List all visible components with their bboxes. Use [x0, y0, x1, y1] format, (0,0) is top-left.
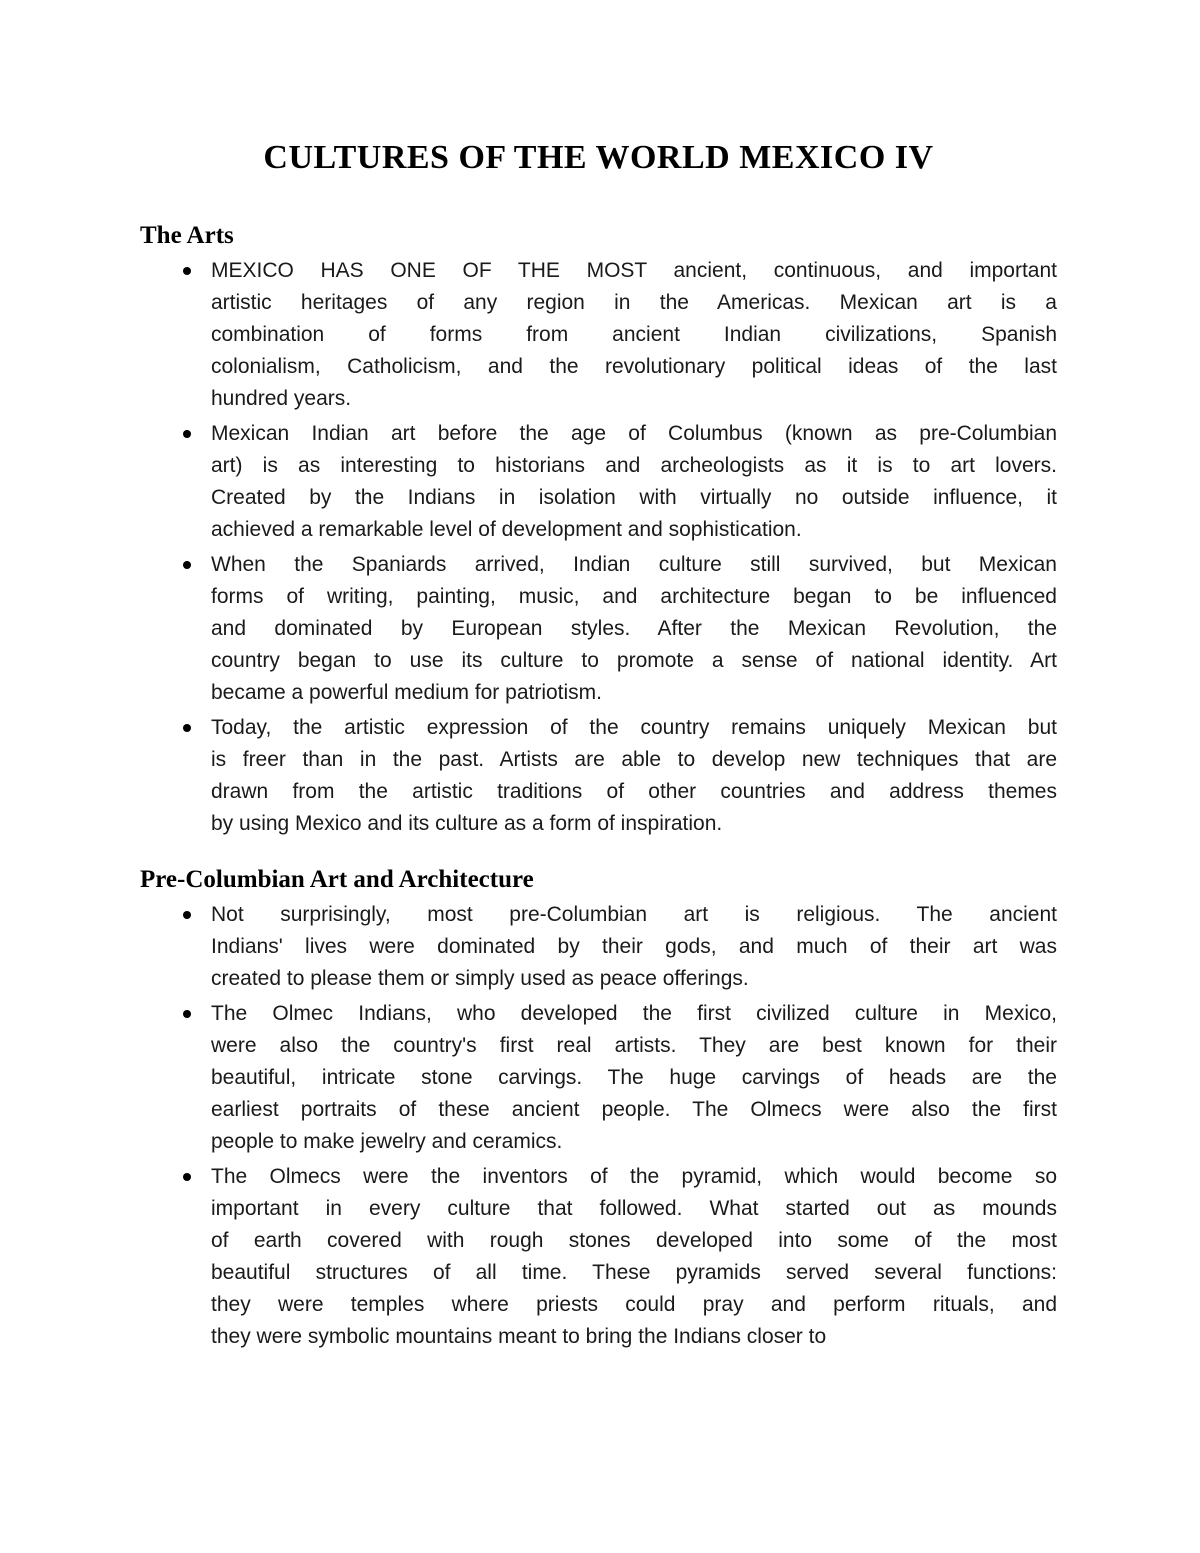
text-line: beautiful, intricate stone carvings. The huge carvings of heads are the [211, 1066, 1057, 1089]
bullet-text [211, 255, 1057, 415]
text-line: and dominated by European styles. After the Mexican Revolution, the [211, 617, 1057, 640]
text-line: When the Spaniards arrived, Indian culture still survived, but Mexican [211, 553, 1057, 576]
text-line: colonialism, Catholicism, and the revolutionary political ideas of the last [211, 355, 1057, 378]
text-line: of earth covered with rough stones developed into some of the most [211, 1229, 1057, 1252]
text-line: earliest portraits of these ancient people. The Olmecs were also the first [211, 1098, 1057, 1121]
text-line: The Olmec Indians, who developed the first civilized culture in Mexico, [211, 1002, 1057, 1025]
text-line: combination of forms from ancient Indian civilizations, Spanish [211, 323, 1057, 346]
list-item [140, 549, 1057, 709]
text-line: created to please them or simply used as peace offerings. [211, 967, 749, 990]
list-item [140, 418, 1057, 546]
text-line: Indians' lives were dominated by their gods, and much of their art was [211, 935, 1057, 958]
bullet-marker-icon [183, 911, 191, 919]
text-line: country began to use its culture to promote a sense of national identity. Art [211, 649, 1057, 672]
document-title: CULTURES OF THE WORLD MEXICO IV [263, 139, 934, 176]
text-line: drawn from the artistic traditions of other countries and address themes [211, 780, 1057, 803]
bullet-marker-icon [183, 561, 191, 569]
bullet-marker-icon [183, 724, 191, 732]
bullet-marker-icon [183, 1173, 191, 1181]
text-line: they were symbolic mountains meant to bring the Indians closer to [211, 1325, 827, 1348]
text-line: The Olmecs were the inventors of the pyramid, which would become so [211, 1165, 1057, 1188]
text-line: beautiful structures of all time. These pyramids served several functions: [211, 1261, 1057, 1284]
list-item [140, 899, 1057, 995]
text-line: Today, the artistic expression of the country remains uniquely Mexican but [211, 716, 1057, 739]
section-heading: Pre-Columbian Art and Architecture [140, 866, 534, 893]
bullet-marker-icon [183, 267, 191, 275]
text-line: important in every culture that followed. What started out as mounds [211, 1197, 1057, 1220]
text-line: Created by the Indians in isolation with virtually no outside influence, it [211, 486, 1057, 509]
text-line: art) is as interesting to historians and archeologists as it is to art lovers. [211, 454, 1057, 477]
bullet-text [211, 712, 1057, 840]
text-line: became a powerful medium for patriotism. [211, 681, 602, 704]
section-heading: The Arts [140, 222, 234, 249]
text-line: achieved a remarkable level of development and sophistication. [211, 518, 802, 541]
bullet-list [140, 899, 1057, 1353]
text-line: artistic heritages of any region in the Americas. Mexican art is a [211, 291, 1057, 314]
text-line: hundred years. [211, 387, 352, 410]
bullet-text [211, 418, 1057, 546]
bullet-text [211, 549, 1057, 709]
document-body [140, 220, 1057, 1353]
text-line: they were temples where priests could pray and perform rituals, and [211, 1293, 1057, 1316]
text-line: by using Mexico and its culture as a form of inspiration. [211, 812, 723, 835]
list-item [140, 255, 1057, 415]
list-item [140, 712, 1057, 840]
text-line: MEXICO HAS ONE OF THE MOST ancient, continuous, and important [211, 259, 1057, 282]
bullet-text [211, 899, 1057, 995]
text-line: Mexican Indian art before the age of Columbus (known as pre-Columbian [211, 422, 1057, 445]
text-line: forms of writing, painting, music, and architecture began to be influenced [211, 585, 1057, 608]
document-section-1 [140, 220, 1057, 840]
text-line: people to make jewelry and ceramics. [211, 1130, 563, 1153]
text-line: were also the country's first real artists. They are best known for their [211, 1034, 1057, 1057]
text-line: Not surprisingly, most pre-Columbian art is religious. The ancient [211, 903, 1057, 926]
bullet-text [211, 998, 1057, 1158]
list-item [140, 1161, 1057, 1353]
text-line: is freer than in the past. Artists are able to develop new techniques that are [211, 748, 1057, 771]
bullet-marker-icon [183, 430, 191, 438]
bullet-marker-icon [183, 1010, 191, 1018]
bullet-list [140, 255, 1057, 840]
list-item [140, 998, 1057, 1158]
bullet-text [211, 1161, 1057, 1353]
document-section-2 [140, 864, 1057, 1353]
